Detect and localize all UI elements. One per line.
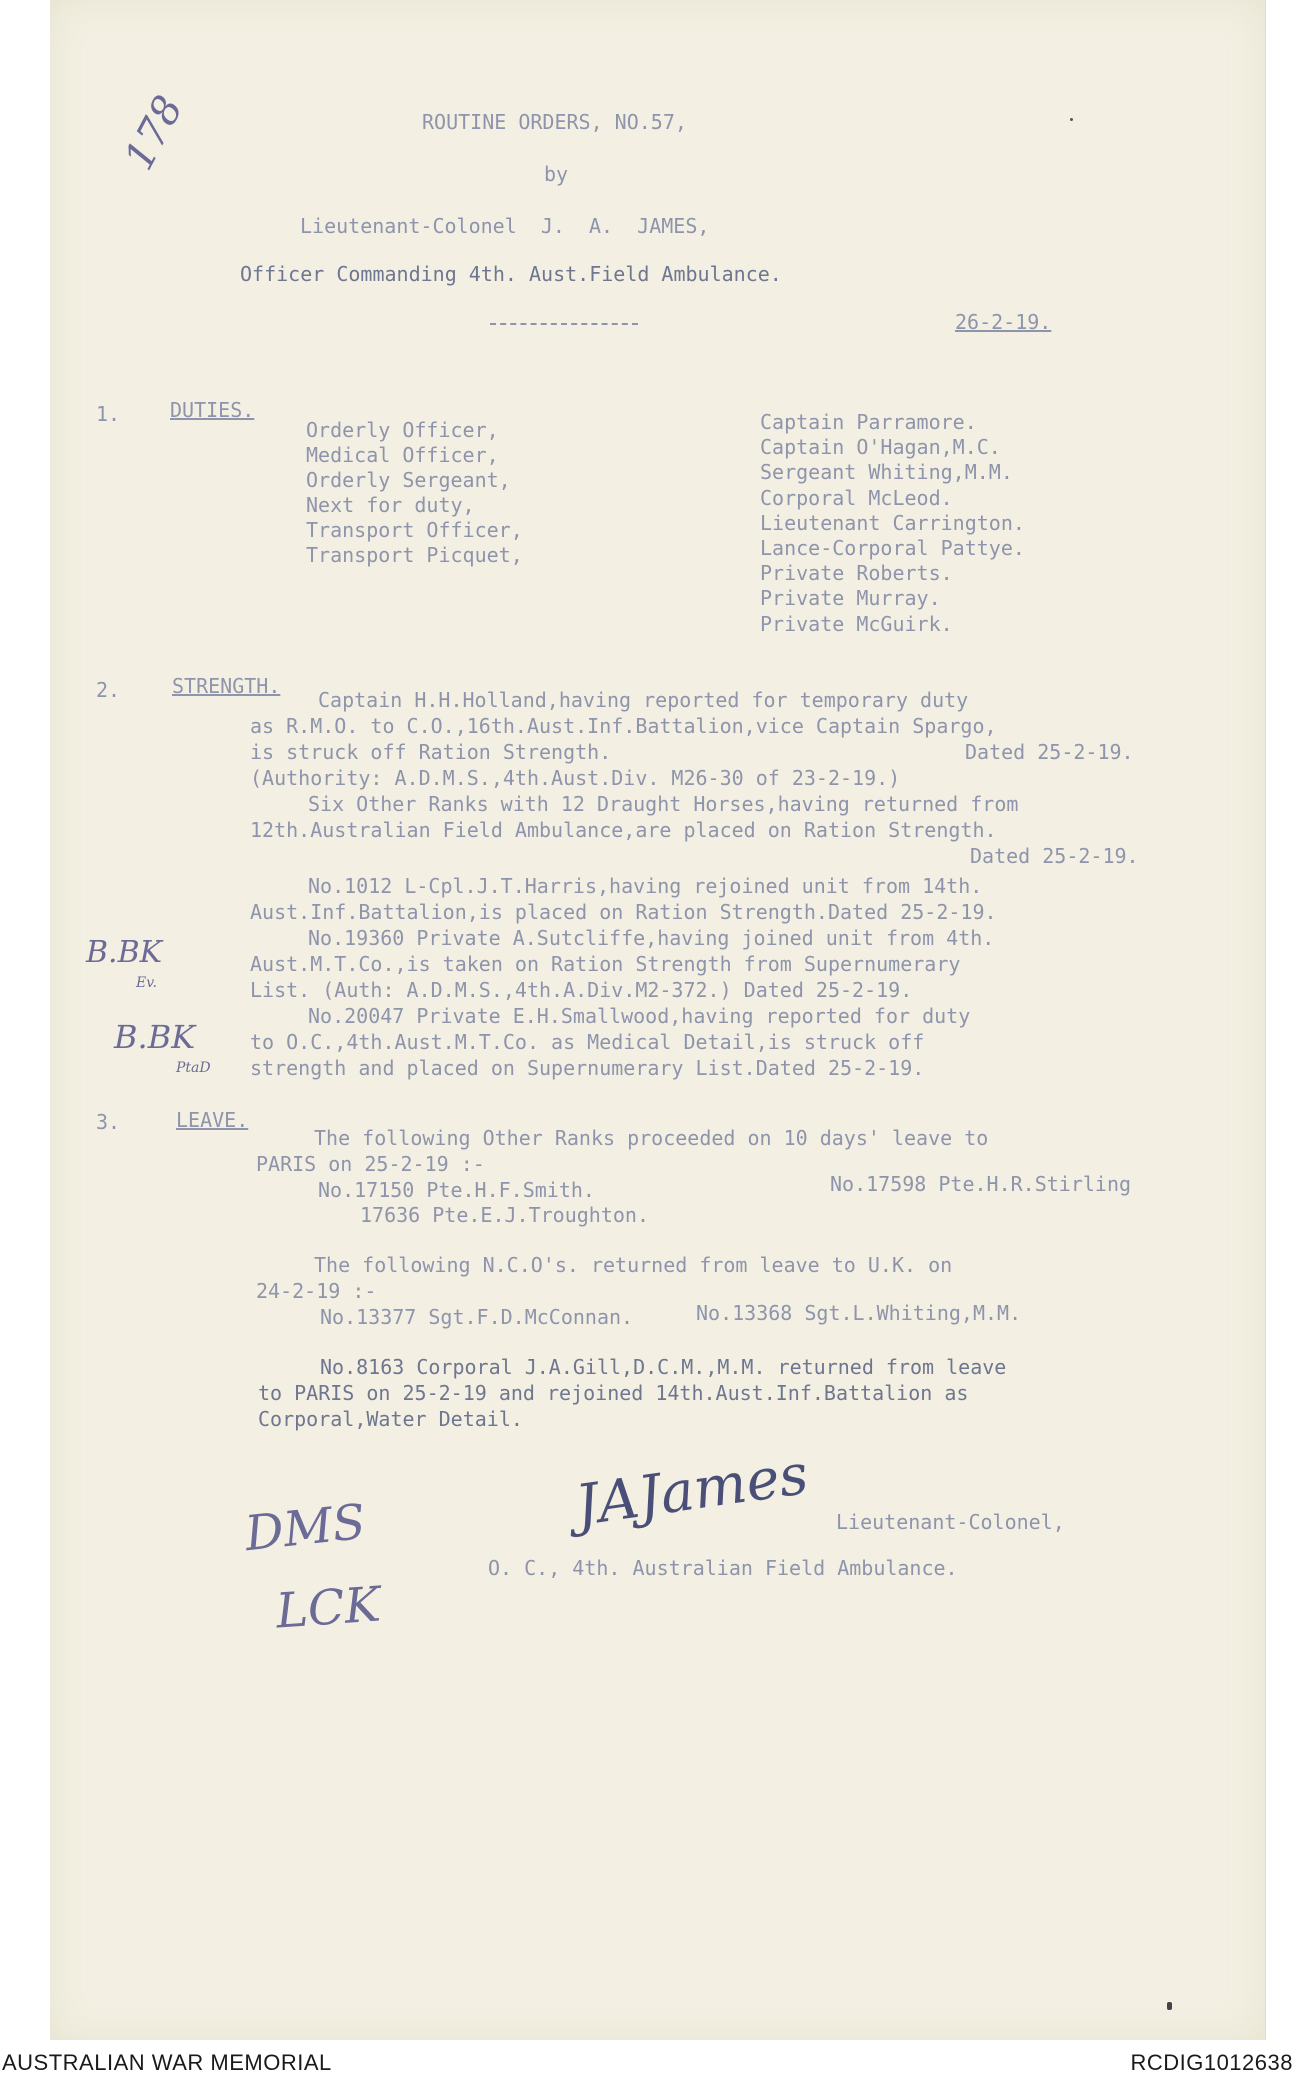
strength-line: 12th.Australian Field Ambulance,are placed on Ration Strength. bbox=[250, 818, 997, 842]
strength-line: Aust.Inf.Battalion,is placed on Ration Strength.Dated 25-2-19. bbox=[250, 900, 997, 924]
signature: JAJames bbox=[571, 1442, 813, 1539]
strength-line: Six Other Ranks with 12 Draught Horses,having returned from bbox=[308, 792, 1019, 816]
strength-line: Dated 25-2-19. bbox=[965, 740, 1134, 764]
strength-line: as R.M.O. to C.O.,16th.Aust.Inf.Battalion,vice Captain Spargo, bbox=[250, 714, 997, 738]
strength-line: No.19360 Private A.Sutcliffe,having joined unit from 4th. bbox=[308, 926, 995, 950]
duty-role: Next for duty, bbox=[306, 493, 475, 517]
handwritten-initials: LCK bbox=[274, 1576, 383, 1640]
duty-name: Lieutenant Carrington. bbox=[760, 511, 1025, 535]
duty-name: Sergeant Whiting,M.M. bbox=[760, 460, 1013, 484]
duty-role: Medical Officer, bbox=[306, 443, 499, 467]
leave-line: No.8163 Corporal J.A.Gill,D.C.M.,M.M. returned from leave bbox=[320, 1355, 1007, 1379]
footer-source: AUSTRALIAN WAR MEMORIAL bbox=[2, 2050, 332, 2075]
leave-line: No.13368 Sgt.L.Whiting,M.M. bbox=[696, 1301, 1022, 1325]
initials-annotation-sub: PtaD bbox=[176, 1060, 211, 1076]
leave-line: PARIS on 25-2-19 :- bbox=[256, 1152, 485, 1176]
document-title: ROUTINE ORDERS, NO.57, bbox=[422, 110, 687, 134]
duty-role: Orderly Officer, bbox=[306, 418, 499, 442]
section-heading: DUTIES. bbox=[170, 398, 255, 422]
duty-name: Captain O'Hagan,M.C. bbox=[760, 435, 1001, 459]
strength-line: No.1012 L-Cpl.J.T.Harris,having rejoined unit from 14th. bbox=[308, 874, 983, 898]
section-number: 2. bbox=[96, 678, 121, 702]
leave-line: No.13377 Sgt.F.D.McConnan. bbox=[320, 1305, 634, 1329]
footer-id: RCDIG1012638 bbox=[1130, 2050, 1293, 2075]
document-page bbox=[50, 0, 1266, 2040]
duty-role: Transport Picquet, bbox=[306, 543, 523, 567]
strength-line: List. (Auth: A.D.M.S.,4th.A.Div.M2-372.) Dated 25-2-19. bbox=[250, 978, 913, 1002]
footer-bar bbox=[0, 2040, 1297, 2082]
issuer-line: Lieutenant-Colonel J. A. JAMES, bbox=[300, 214, 710, 238]
unit-line: Officer Commanding 4th. Aust.Field Ambulance. bbox=[240, 262, 782, 286]
section-number: 3. bbox=[96, 1110, 121, 1134]
initials-annotation: B.BK bbox=[114, 1018, 196, 1056]
header-rule bbox=[490, 323, 638, 325]
document-date: 26-2-19. bbox=[955, 310, 1052, 334]
duty-role: Transport Officer, bbox=[306, 518, 523, 542]
duty-name: Corporal McLeod. bbox=[760, 486, 953, 510]
handwritten-initials: DMS bbox=[242, 1493, 369, 1563]
leave-line: No.17598 Pte.H.R.Stirling bbox=[830, 1172, 1132, 1196]
ink-dot bbox=[1070, 118, 1073, 121]
section-number: 1. bbox=[96, 402, 121, 426]
page-number-annotation: 178 bbox=[115, 88, 193, 178]
leave-line: 24-2-19 :- bbox=[256, 1279, 377, 1303]
duty-name: Lance-Corporal Pattye. bbox=[760, 536, 1025, 560]
duty-name: Private Roberts. bbox=[760, 561, 953, 585]
section-heading: LEAVE. bbox=[176, 1108, 249, 1132]
leave-line: The following N.C.O's. returned from leave to U.K. on bbox=[314, 1253, 953, 1277]
initials-annotation: B.BK bbox=[86, 935, 163, 970]
leave-line: 17636 Pte.E.J.Troughton. bbox=[360, 1203, 649, 1227]
strength-line: Aust.M.T.Co.,is taken on Ration Strength from Supernumerary bbox=[250, 952, 961, 976]
duty-role: Orderly Sergeant, bbox=[306, 468, 511, 492]
strength-line: strength and placed on Supernumerary List.Dated 25-2-19. bbox=[250, 1056, 925, 1080]
duty-name: Captain Parramore. bbox=[760, 410, 977, 434]
ink-dot bbox=[1167, 2002, 1172, 2010]
duty-name: Private McGuirk. bbox=[760, 612, 953, 636]
leave-line: Corporal,Water Detail. bbox=[258, 1407, 523, 1431]
by-line: by bbox=[544, 162, 569, 186]
initials-annotation-sub: Ev. bbox=[136, 975, 157, 991]
strength-line: (Authority: A.D.M.S.,4th.Aust.Div. M26-30 of 23-2-19.) bbox=[250, 766, 901, 790]
signature-unit: O. C., 4th. Australian Field Ambulance. bbox=[488, 1556, 958, 1580]
duty-name: Private Murray. bbox=[760, 586, 941, 610]
leave-line: No.17150 Pte.H.F.Smith. bbox=[318, 1178, 595, 1202]
section-heading: STRENGTH. bbox=[172, 674, 281, 698]
strength-line: is struck off Ration Strength. bbox=[250, 740, 612, 764]
leave-line: to PARIS on 25-2-19 and rejoined 14th.Aust.Inf.Battalion as bbox=[258, 1381, 969, 1405]
strength-line: Dated 25-2-19. bbox=[970, 844, 1139, 868]
strength-line: No.20047 Private E.H.Smallwood,having reported for duty bbox=[308, 1004, 971, 1028]
strength-line: to O.C.,4th.Aust.M.T.Co. as Medical Detail,is struck off bbox=[250, 1030, 925, 1054]
signature-rank: Lieutenant-Colonel, bbox=[836, 1510, 1065, 1534]
strength-line: Captain H.H.Holland,having reported for temporary duty bbox=[318, 688, 969, 712]
leave-line: The following Other Ranks proceeded on 10 days' leave to bbox=[314, 1126, 989, 1150]
